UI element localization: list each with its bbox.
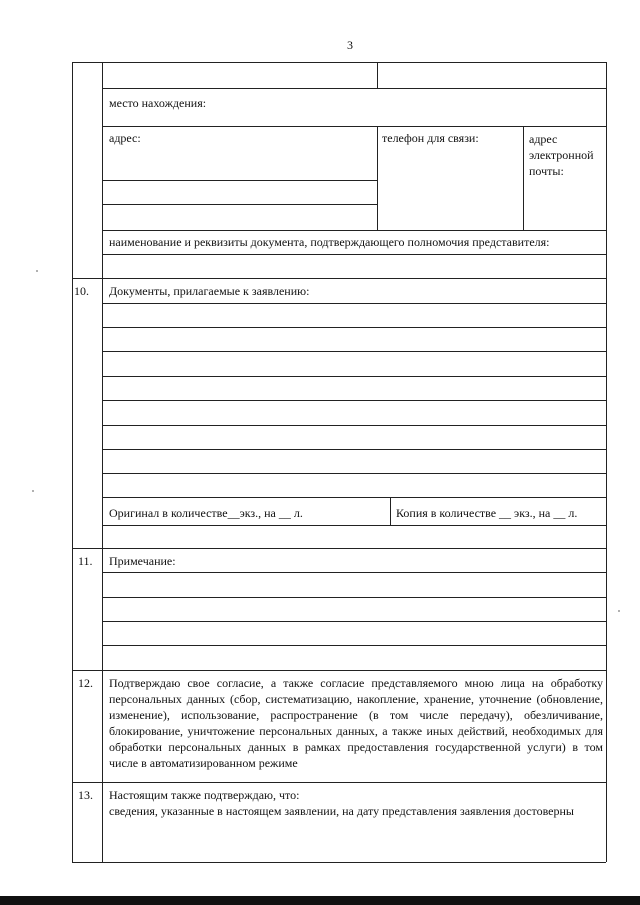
scan-speck [618,610,620,612]
section-divider [72,278,606,279]
copy-count-label: Копия в количестве __ экз., на __ л. [396,506,578,520]
section-number: 11. [78,554,93,568]
table-left-border [72,62,73,862]
section-divider [72,548,606,549]
representative-document-label: наименование и реквизиты документа, подтверждающего полномочия представителя: [109,235,550,249]
note-title: Примечание: [109,554,176,568]
section-number: 13. [78,788,93,802]
location-label: место нахождения: [109,96,207,110]
row-line [102,525,606,526]
row-line [102,645,606,646]
section-divider [72,670,606,671]
section-number: 10. [74,284,89,298]
section9-col-divider [523,126,524,230]
row-line [102,303,606,304]
row-line [102,400,606,401]
table-bottom-border [72,862,606,863]
row-line [102,497,606,498]
row-line [102,376,606,377]
confirmation-intro: Настоящим также подтверждаю, что: [109,788,300,802]
section-number: 12. [78,676,93,690]
phone-label: телефон для связи: [382,131,479,145]
number-column-border [102,62,103,862]
attached-documents-title: Документы, прилагаемые к заявлению: [109,284,310,298]
email-label: адрес электронной почты: [529,132,594,178]
row-line [102,621,606,622]
table-top-border [72,62,606,63]
original-count-label: Оригинал в количестве__экз., на __ л. [109,506,303,520]
address-label: адрес: [109,131,141,145]
section9-col-divider [377,126,378,230]
table-right-border [606,62,607,862]
scan-speck [36,270,38,272]
row-line [102,88,606,89]
row-line [102,254,606,255]
row-line [102,473,606,474]
scan-speck [32,490,34,492]
section9-col-divider [377,62,378,88]
row-line [102,449,606,450]
scan-bottom-edge [0,896,640,905]
row-line [102,204,377,205]
row-line [102,180,377,181]
section-divider [72,782,606,783]
row-line [102,425,606,426]
row-line [102,351,606,352]
row-line [102,230,606,231]
row-line [102,327,606,328]
row-line [102,572,606,573]
consent-text: Подтверждаю свое согласие, а также согласие представляемого мною лица на обработку персональных данных (сбор, систематизацию, накопление, хранение, уточнение (обновление, изменение), использование, распространение (в том числе передачу), обезличивание, блокирование, уничтожение персональных данных, а также иных действий, необходимых для обработки персональных данных в рамках предоставления государственной услуги) в том числе в автоматизированном режиме [109,676,603,770]
section10-col-divider [390,497,391,525]
page-number: 3 [347,38,353,52]
row-line [102,126,606,127]
confirmation-text: сведения, указанные в настоящем заявлении, на дату представления заявления достоверны [109,804,574,818]
row-line [102,597,606,598]
